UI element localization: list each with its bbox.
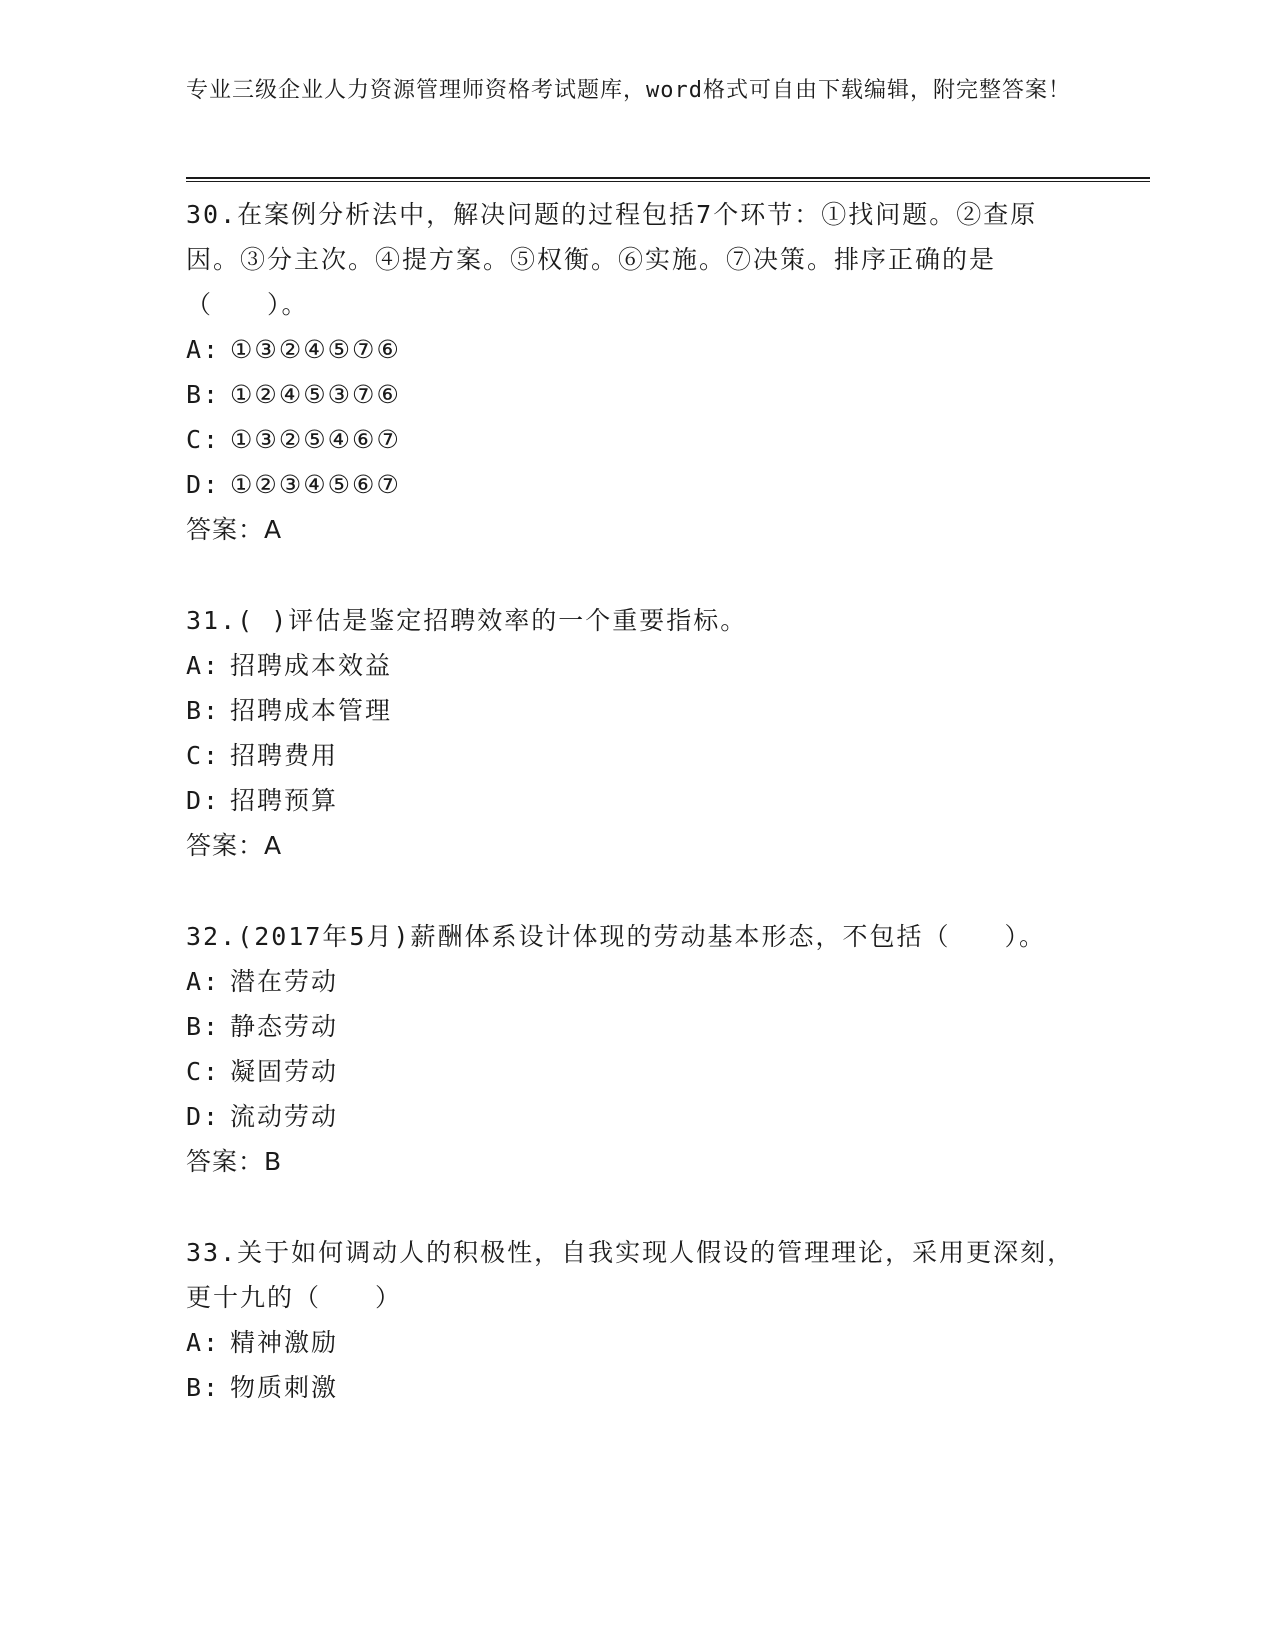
answer-label: 答案： <box>186 1147 265 1176</box>
header-divider <box>186 177 1150 182</box>
answer-value: B <box>264 1147 283 1176</box>
question-33 <box>186 1230 1086 1410</box>
option-a <box>186 1320 1086 1365</box>
option-letter: B: <box>186 380 221 409</box>
option-a <box>186 327 1086 372</box>
option-letter: D: <box>186 786 221 815</box>
option-text: 静态劳动 <box>230 1012 339 1041</box>
page-header: 专业三级企业人力资源管理师资格考试题库，word格式可自由下载编辑，附完整答案！ <box>186 78 1071 103</box>
question-32 <box>186 914 1086 1184</box>
option-b <box>186 1004 1086 1049</box>
answer-line <box>186 507 1086 552</box>
option-text: 招聘成本管理 <box>230 696 393 725</box>
answer-label: 答案： <box>186 831 265 860</box>
option-letter: D: <box>186 1102 221 1131</box>
option-text: 精神激励 <box>230 1328 339 1357</box>
option-text: 凝固劳动 <box>230 1057 339 1086</box>
option-letter: C: <box>186 741 221 770</box>
question-31 <box>186 598 1086 868</box>
option-text: 流动劳动 <box>230 1102 339 1131</box>
option-d <box>186 1094 1086 1139</box>
question-stem: 31.( )评估是鉴定招聘效率的一个重要指标。 <box>186 606 748 635</box>
option-text: ①③②④⑤⑦⑥ <box>230 335 401 364</box>
option-text: 招聘预算 <box>230 786 339 815</box>
option-letter: A: <box>186 335 221 364</box>
option-letter: A: <box>186 967 221 996</box>
answer-line <box>186 1139 1086 1184</box>
option-letter: B: <box>186 696 221 725</box>
option-a <box>186 959 1086 1004</box>
option-letter: B: <box>186 1373 221 1402</box>
option-d <box>186 462 1086 507</box>
question-stem: 32.(2017年5月)薪酬体系设计体现的劳动基本形态，不包括（ ）。 <box>186 922 1047 951</box>
option-text: 物质刺激 <box>230 1373 339 1402</box>
option-d <box>186 778 1086 823</box>
answer-line <box>186 823 1086 868</box>
question-list <box>186 192 1086 1456</box>
answer-label: 答案： <box>186 515 265 544</box>
answer-value: A <box>264 831 283 860</box>
option-letter: D: <box>186 470 221 499</box>
option-letter: C: <box>186 425 221 454</box>
option-text: ①②④⑤③⑦⑥ <box>230 380 401 409</box>
option-c <box>186 733 1086 778</box>
option-text: ①③②⑤④⑥⑦ <box>230 425 401 454</box>
option-text: 招聘费用 <box>230 741 339 770</box>
option-a <box>186 643 1086 688</box>
option-letter: C: <box>186 1057 221 1086</box>
option-text: 招聘成本效益 <box>230 651 393 680</box>
option-text: ①②③④⑤⑥⑦ <box>230 470 401 499</box>
question-stem: 33.关于如何调动人的积极性，自我实现人假设的管理理论，采用更深刻，更十九的（ ） <box>186 1238 1075 1312</box>
option-b <box>186 688 1086 733</box>
option-c <box>186 417 1086 462</box>
option-letter: A: <box>186 1328 221 1357</box>
question-stem: 30.在案例分析法中，解决问题的过程包括7个环节：①找问题。②查原因。③分主次。④提方案。⑤权衡。⑥实施。⑦决策。排序正确的是（ ）。 <box>186 200 1038 319</box>
option-text: 潜在劳动 <box>230 967 339 996</box>
option-c <box>186 1049 1086 1094</box>
option-b <box>186 1365 1086 1410</box>
option-b <box>186 372 1086 417</box>
question-30 <box>186 192 1086 552</box>
option-letter: B: <box>186 1012 221 1041</box>
option-letter: A: <box>186 651 221 680</box>
answer-value: A <box>264 515 283 544</box>
